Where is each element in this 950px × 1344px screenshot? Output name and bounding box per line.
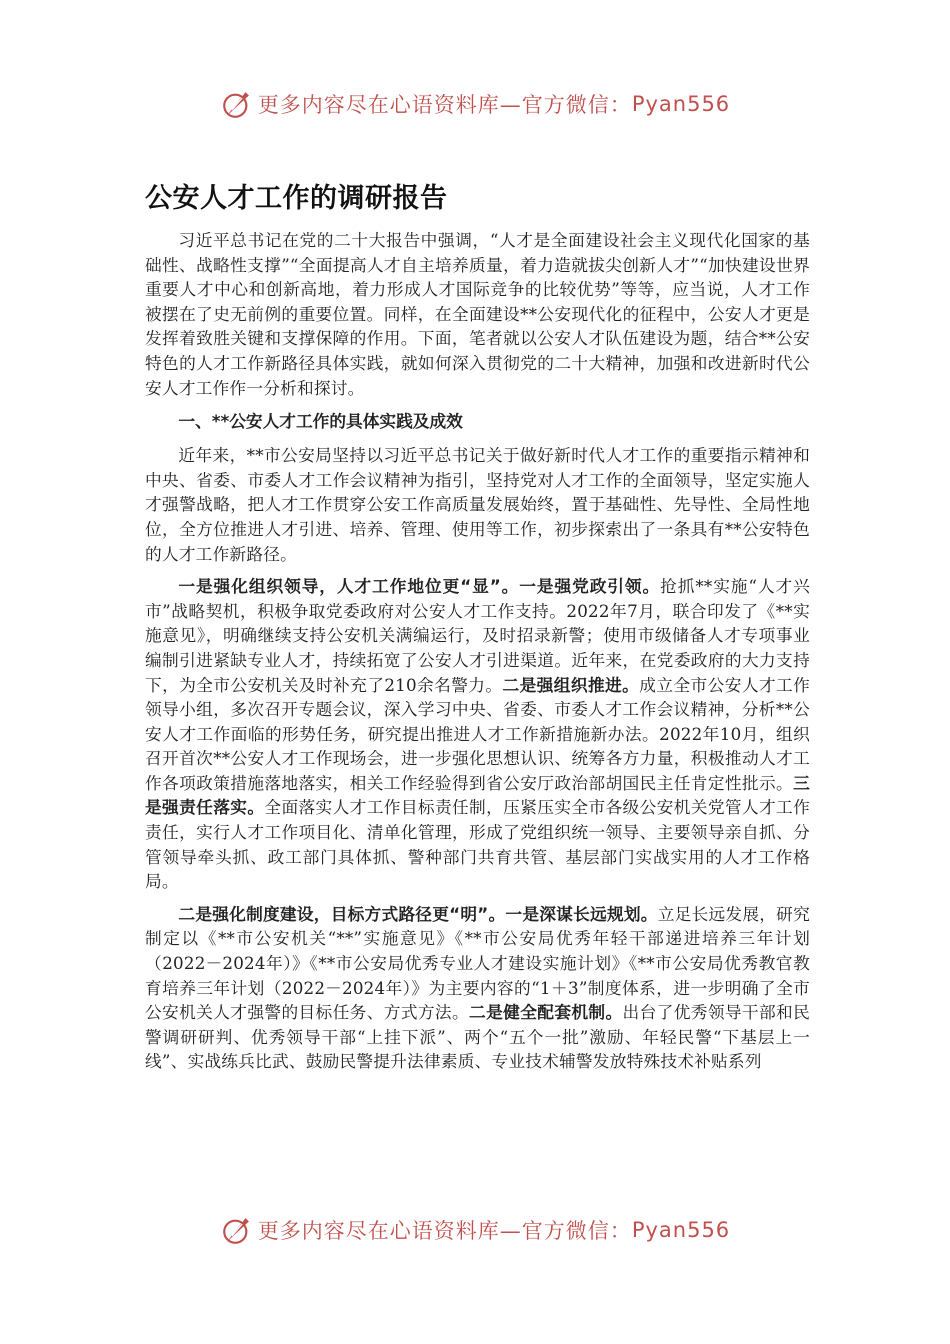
subpoint-label: 一是强党政引领。 xyxy=(519,576,661,597)
subpoint-text: 全面落实人才工作目标责任制，压紧压实全市各级公安机关党管人才工作责任，实行人才工作项目化、清单化管理，形成了党组织统一领导、主要领导亲自抓、分管领导牵头抓、政工部门具体抓、警种部门共育共管、基层部门实战实用的人才工作格局。 xyxy=(145,797,810,892)
banner-wechat-id: Pyan556 xyxy=(631,92,731,116)
subpoint-label: 二是强组织推进。 xyxy=(502,674,640,695)
quill-logo-icon xyxy=(220,87,254,121)
section-heading: 一、**公安人才工作的具体实践及成效 xyxy=(178,411,463,432)
paragraph-organization-leadership xyxy=(145,574,810,894)
footer-watermark-banner xyxy=(0,1206,950,1254)
subpoint-text: 成立全市公安人才工作领导小组，多次召开专题会议，深入学习中央、省委、市委人才工作会议精神，分析**公安人才工作面临的形势任务，研究提出推进人才工作新措施新办法。2022年10月，组织召开首次**公安人才工作现场会，进一步强化思想认识、统筹各方力量，积极推动人才工作各项政策措施落地落实，相关工作经验得到省公安厅政治部胡国民主任肯定性批示。 xyxy=(145,674,810,793)
banner-wechat-id: Pyan556 xyxy=(631,1218,731,1242)
paragraph-lead: 二是强化制度建设，目标方式路径更“明”。 xyxy=(178,903,506,924)
subpoint-label: 二是健全配套机制。 xyxy=(469,1002,623,1023)
banner-text: 更多内容尽在心语资料库—官方微信： xyxy=(257,1219,632,1243)
subpoint-text: 立足长远发展，研究制定以《**市公安机关“**”实施意见》《**市公安局优秀年轻干部递进培养三年计划（2022－2024年）》《**市公安局优秀专业人才建设实施计划》《**市公安局优秀教官教育培养三年计划（2022－2024年）》为主要内容的“1＋3”制度体系，进一步明确了全市公安机关人才强警的目标任务、方式方法。 xyxy=(145,903,810,1023)
header-watermark-banner xyxy=(0,80,950,128)
paragraph-lead: 一是强化组织领导，人才工作地位更“显”。 xyxy=(178,576,520,597)
quill-logo-icon xyxy=(220,1213,254,1247)
subpoint-label: 一是深谋长远规划。 xyxy=(505,903,658,924)
banner-text: 更多内容尽在心语资料库—官方微信： xyxy=(257,93,632,117)
document-body xyxy=(145,228,810,1082)
paragraph-system-building xyxy=(145,902,810,1074)
subpoint-label: 三是强责任落实。 xyxy=(145,772,810,818)
intro-paragraph: 习近平总书记在党的二十大报告中强调，“人才是全面建设社会主义现代化国家的基础性、战略性支撑”“全面提高人才自主培养质量，着力造就拔尖创新人才”“加快建设世界重要人才中心和创新高地，着力形成人才国际竞争的比较优势”等等，应当说，人才工作被摆在了史无前例的重要位置。同样，在全面建设**公安现代化的征程中，公安人才更是发挥着致胜关键和支撑保障的作用。下面，笔者就以公安人才队伍建设为题，结合**公安特色的人才工作新路径具体实践，就如何深入贯彻党的二十大精神，加强和改进新时代公安人才工作作一分析和探讨。 xyxy=(145,230,810,398)
subpoint-text: 抢抓**实施“人才兴市”战略契机，积极争取党委政府对公安人才工作支持。2022年7月，联合印发了《**实施意见》，明确继续支持公安机关满编运行，及时招录新警；使用市级储备人才专项事业编制引进紧缺专业人才，持续拓宽了公安人才引进渠道。近年来，在党委政府的大力支持下，为全市公安机关及时补充了210余名警力。 xyxy=(145,576,810,695)
subpoint-text: 出台了优秀领导干部和民警调研研判、优秀领导干部“上挂下派”、两个“五个一批”激励、年轻民警“下基层上一线”、实战练兵比武、鼓励民警提升法律素质、专业技术辅警发放特殊技术补贴系列 xyxy=(145,1002,810,1072)
document-title: 公安人才工作的调研报告 xyxy=(145,183,448,214)
section-intro-paragraph: 近年来，**市公安局坚持以习近平总书记关于做好新时代人才工作的重要指示精神和中央、省委、市委人才工作会议精神为指引，坚持党对人才工作的全面领导，坚定实施人才强警战略，把人才工作贯穿公安工作高质量发展始终，置于基础性、先导性、全局性地位，全方位推进人才引进、培养、管理、使用等工作，初步探索出了一条具有**公安特色的人才工作新路径。 xyxy=(145,445,810,564)
